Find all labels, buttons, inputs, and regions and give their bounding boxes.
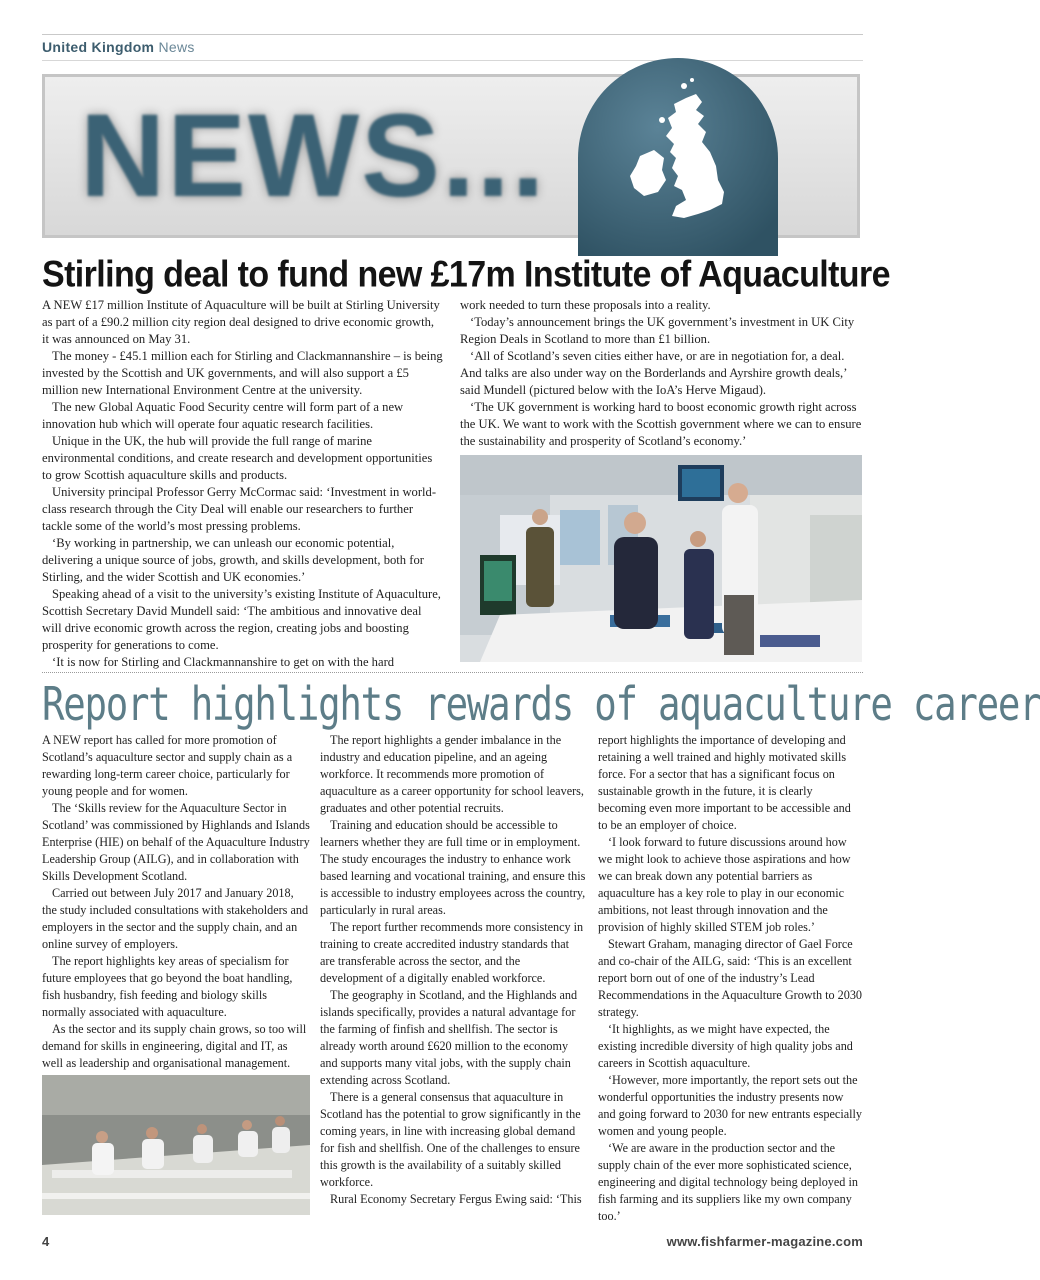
paragraph: Unique in the UK, the hub will provide the full range of marine environmental conditions, and create research and development opportunities to grow Scottish aquaculture skills and products. bbox=[42, 434, 433, 482]
paragraph: The report highlights key areas of specialism for future employees that go beyond the boat handling, fish husbandry, fish feeding and biology skills normally associated with aquaculture. bbox=[42, 954, 293, 1019]
story2-column-2 bbox=[320, 732, 586, 1208]
footer-url-link[interactable]: www.fishfarmer-magazine.com bbox=[666, 1234, 863, 1249]
uk-map-icon bbox=[578, 58, 778, 256]
section-label-country: United Kingdom bbox=[42, 39, 155, 55]
story1-column-2 bbox=[460, 297, 862, 450]
paragraph: Carried out between July 2017 and January 2018, the study included consultations with stakeholders and employers in the sector and the supply chain, and an online survey of employers. bbox=[42, 886, 309, 951]
paragraph: The new Global Aquatic Food Security centre will form part of a new innovation hub which will operate four aquatic research facilities. bbox=[42, 400, 404, 431]
paragraph: ‘It is now for Stirling and Clackmannanshire to get on with the hard bbox=[52, 655, 395, 669]
paragraph: The money - £45.1 million each for Stirling and Clackmannanshire – is being invested by the Scottish and UK governments, and will also support a £5 million new International Environment Centre at the university. bbox=[42, 349, 443, 397]
paragraph: ‘By working in partnership, we can unleash our economic potential, delivering a unique source of jobs, growth, and skills development, both for Stirling, and the wider Scottish and UK economies.’ bbox=[42, 536, 424, 584]
story2-column-1 bbox=[42, 732, 310, 1072]
lab-students-photo bbox=[42, 1075, 310, 1215]
paragraph: There is a general consensus that aquaculture in Scotland has the potential to grow significantly in the coming years, in line with increasing global demand for fish and shellfish. One of the challenges to ensure this growth is the availability of a suitably skilled workforce. bbox=[320, 1090, 581, 1189]
paragraph: report highlights the importance of developing and retaining a well trained and highly motivated skills force. For a sector that has a significant focus on sustainable growth in the future, it is clearly becoming even more important to be accessible and to be an employer of choice. bbox=[598, 733, 851, 832]
paragraph: ‘It highlights, as we might have expected, the existing incredible diversity of high quality jobs and careers in Scottish aquaculture. bbox=[598, 1022, 853, 1070]
story-divider bbox=[42, 672, 863, 673]
paragraph: Rural Economy Secretary Fergus Ewing said: ‘This bbox=[330, 1192, 582, 1206]
paragraph: Training and education should be accessible to learners whether they are full time or in employment. The study encourages the industry to enhance work based learning and vocational training, and ensure this is accessible to industry employees across the country, particularly in rural areas. bbox=[320, 818, 586, 917]
section-label bbox=[42, 39, 195, 55]
story2-headline: Report highlights rewards of aquaculture career bbox=[42, 678, 1040, 732]
paragraph: The report further recommends more consistency in training to create accredited industry standards that are transferable across the sector, and the development of a digitally enabled workforce. bbox=[320, 920, 584, 985]
paragraph: Stewart Graham, managing director of Gael Force and co-chair of the AILG, said: ‘This is an excellent report born out of one of the industry’s Lead Recommendations in the Aquaculture Growth to 2030 strategy. bbox=[598, 937, 863, 1019]
paragraph: ‘I look forward to future discussions around how we might look to achieve those aspirations and how we can break down any potential barriers as aquaculture has a key role to play in our economic ambitions, not least through innovation and the provision of highly skilled STEM job roles.’ bbox=[598, 835, 851, 934]
story1-headline: Stirling deal to fund new £17m Institute of Aquaculture bbox=[42, 254, 890, 296]
paragraph: A NEW report has called for more promotion of Scotland’s aquaculture sector and supply chain as a rewarding long-term career choice, particularly for young people and for women. bbox=[42, 733, 293, 798]
banner-title: NEWS... bbox=[80, 90, 547, 222]
paragraph: Speaking ahead of a visit to the university’s existing Institute of Aquaculture, Scottish Secretary David Mundell said: ‘The ambitious and innovative deal will drive economic growth across the region, creating jobs and boosting prosperity for generations to come. bbox=[42, 587, 441, 652]
paragraph: work needed to turn these proposals into a reality. bbox=[460, 298, 711, 312]
story2-column-3 bbox=[598, 732, 862, 1225]
paragraph: University principal Professor Gerry McCormac said: ‘Investment in world-class research through the City Deal will enable our researchers to further tackle some of the world’s most pressing problems. bbox=[42, 485, 437, 533]
paragraph: The report highlights a gender imbalance in the industry and education pipeline, and an ageing workforce. It recommends more promotion of aquaculture as a career opportunity for school leavers, graduates and other potential recruits. bbox=[320, 733, 584, 815]
paragraph: The ‘Skills review for the Aquaculture Sector in Scotland’ was commissioned by Highlands and Islands Enterprise (HIE) on behalf of the Aquaculture Industry Leadership Group (AILG), and in collaboration with Skills Development Scotland. bbox=[42, 801, 310, 883]
lab-visit-photo bbox=[460, 455, 862, 662]
top-rule bbox=[42, 34, 863, 35]
paragraph: ‘However, more importantly, the report sets out the wonderful opportunities the industry presents now and going forward to 2030 for new entrants especially women and young people. bbox=[598, 1073, 862, 1138]
story1-column-1 bbox=[42, 297, 444, 671]
section-label-news: News bbox=[154, 39, 195, 55]
paragraph: A NEW £17 million Institute of Aquaculture will be built at Stirling University as part of a £90.2 million city region deal designed to drive economic growth, it was announced on May 31. bbox=[42, 298, 440, 346]
paragraph: ‘Today’s announcement brings the UK government’s investment in UK City Region Deals in Scotland to more than £1 billion. bbox=[460, 315, 855, 346]
paragraph: The geography in Scotland, and the Highlands and islands specifically, provides a natural advantage for the farming of finfish and shellfish. The sector is already worth around £620 million to the economy and supports many vital jobs, with the supply chain extending across Scotland. bbox=[320, 988, 578, 1087]
paragraph: ‘The UK government is working hard to boost economic growth right across the UK. We want to work with the Scottish government where we can to ensure the sustainability and prosperity of Scotland’s economy.’ bbox=[460, 400, 862, 448]
paragraph: ‘All of Scotland’s seven cities either have, or are in negotiation for, a deal. And talks are also under way on the Borderlands and Ayrshire growth deals,’ said Mundell (pictured below with the IoA’s Herve Migaud). bbox=[460, 349, 847, 397]
paragraph: As the sector and its supply chain grows, so too will demand for skills in engineering, digital and IT, as well as leadership and organisational management. bbox=[42, 1022, 307, 1070]
paragraph: ‘We are aware in the production sector and the supply chain of the ever more sophisticated science, engineering and digital technology being deployed in fish farming and its suppliers like my own company too.’ bbox=[598, 1141, 858, 1223]
page-number: 4 bbox=[42, 1234, 50, 1249]
